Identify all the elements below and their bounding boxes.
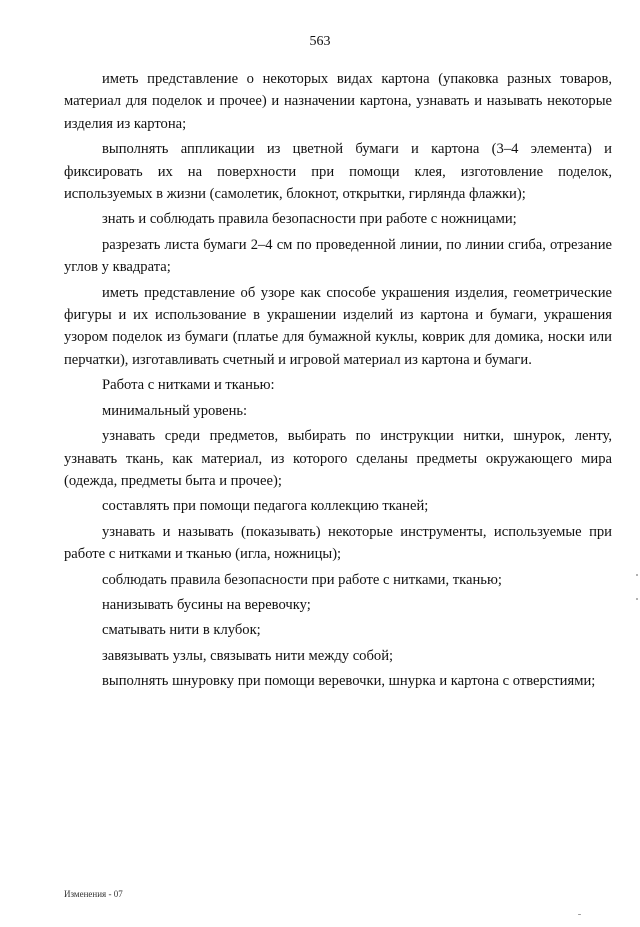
paragraph-lacing: выполнять шнуровку при помощи веревочки, шнурка и картона с отверстиями; [102, 673, 596, 690]
paragraph-pattern-decoration: иметь представление об узоре как способе украшения изделия, геометрические фигуры и их использование в украшении изделий из картона и бумаги, украшения узором поделок из бумаги (платье для бумажной куклы, коврик для домика, носки или перчатки), изготавливать счетный и игровой материал из картона и бумаги. [64, 284, 612, 368]
paragraph-scissors-safety: знать и соблюдать правила безопасности при работе с ножницами; [102, 211, 517, 228]
paragraph-cardboard-types: иметь представление о некоторых видах картона (упаковка разных товаров, материал для поделок и прочее) и назначении картона, узнавать и называть некоторые изделия из картона; [64, 71, 612, 132]
page-body [64, 68, 612, 696]
footer-revision-note: Изменения - 07 [64, 889, 123, 899]
scan-speck [578, 914, 581, 915]
paragraph-fabric-collection: составлять при помощи педагога коллекцию тканей; [102, 498, 429, 515]
paragraph-recognize-threads: узнавать среди предметов, выбирать по инструкции нитки, шнурок, ленту, узнавать ткань, как материал, из которого сделаны предметы окружающего мира (одежда, предметы быта и прочее); [64, 428, 612, 489]
scan-speck [636, 574, 638, 576]
paragraph-thread-safety: соблюдать правила безопасности при работе с нитками, тканью; [102, 571, 502, 588]
paragraph-cutting-paper: разрезать листа бумаги 2–4 см по проведенной линии, по линии сгиба, отрезание углов у квадрата; [64, 236, 612, 276]
paragraph-beads: нанизывать бусины на веревочку; [102, 596, 311, 613]
page-number: 563 [309, 34, 331, 49]
paragraph-tools: узнавать и называть (показывать) некоторые инструменты, используемые при работе с нитками и тканью (игла, ножницы); [64, 523, 612, 563]
paragraph-applique: выполнять аппликации из цветной бумаги и картона (3–4 элемента) и фиксировать их на поверхности при помощи клея, изготовление поделок, используемых в жизни (самолетик, блокнот, открытки, гирлянда флажки); [64, 141, 612, 203]
paragraph-ball-winding: сматывать нити в клубок; [102, 622, 261, 639]
scan-speck [636, 598, 638, 600]
level-heading-minimal: минимальный уровень: [102, 402, 248, 419]
section-heading-threads-fabric: Работа с нитками и тканью: [102, 377, 275, 394]
paragraph-knots: завязывать узлы, связывать нити между собой; [102, 647, 394, 664]
